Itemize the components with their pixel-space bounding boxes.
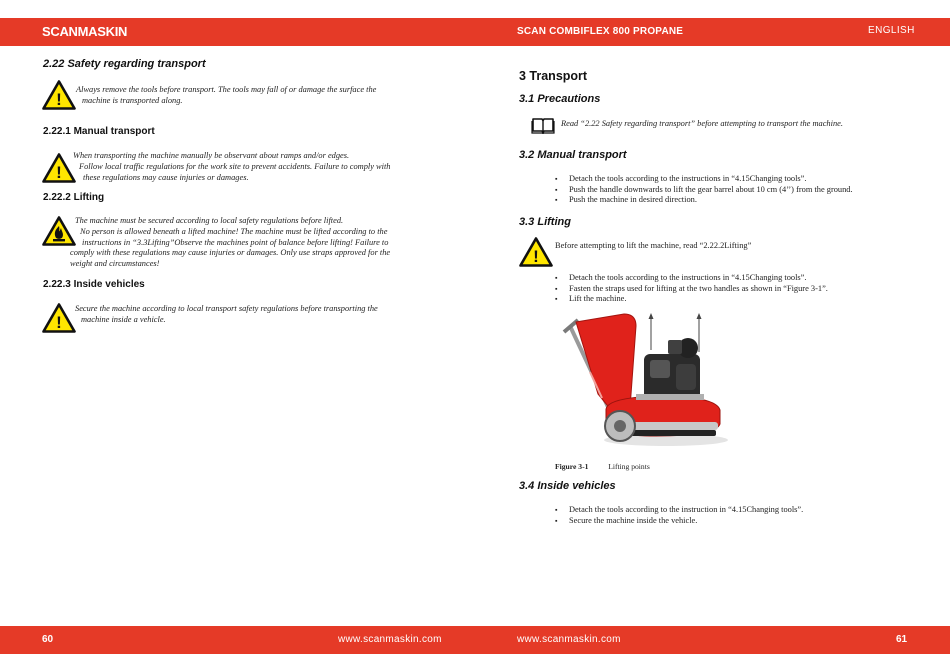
list-item: ▪ Push the machine in desired direction. bbox=[555, 195, 853, 206]
manual-transport-list bbox=[555, 174, 853, 206]
list-item: ▪ Detach the tools according to the instructions in “4.15Changing tools”. bbox=[555, 174, 853, 185]
page-number-left: 60 bbox=[42, 634, 54, 645]
section-title-2-22: 2.22 Safety regarding transport bbox=[43, 58, 206, 70]
section-title-3-2: 3.2 Manual transport bbox=[519, 149, 627, 161]
brand-logo: SCANMASKIN bbox=[42, 24, 128, 39]
figure-caption-text: Lifting points bbox=[608, 462, 650, 471]
fire-warning-triangle-icon bbox=[42, 216, 76, 246]
svg-text:!: ! bbox=[56, 163, 62, 182]
warning-triangle-icon bbox=[42, 153, 76, 183]
list-item: ▪ Detach the tools according to the instructions in “4.15Changing tools”. bbox=[555, 273, 828, 284]
section-title-3-4: 3.4 Inside vehicles bbox=[519, 480, 616, 492]
list-item: ▪ Fasten the straps used for lifting at the two handles as shown in “Figure 3-1”. bbox=[555, 284, 828, 295]
header-bar bbox=[0, 18, 950, 46]
warning-text-2-22-3: Secure the machine according to local transport safety regulations before transporting the machine inside a vehicle. bbox=[75, 304, 378, 324]
list-item: ▪ Push the handle downwards to lift the gear barrel about 10 cm (4’’) from the ground. bbox=[555, 185, 853, 196]
lifting-list bbox=[555, 273, 828, 305]
svg-text:!: ! bbox=[56, 313, 62, 332]
website-link-left[interactable]: www.scanmaskin.com bbox=[338, 634, 442, 645]
svg-text:!: ! bbox=[533, 247, 539, 266]
chapter-title: 3 Transport bbox=[519, 69, 588, 83]
warning-triangle-icon bbox=[519, 237, 553, 267]
product-title: SCAN COMBIFLEX 800 PROPANE bbox=[517, 26, 684, 37]
lifting-points-figure bbox=[556, 312, 734, 450]
section-title-2-22-2: 2.22.2 Lifting bbox=[43, 192, 105, 203]
warning-text-2-22-2: The machine must be secured according to local safety regulations before lifted. No person is allowed beneath a lifted machine! The machine must be lifted according to the instructions in “3.3Lifting”Observe the machines point of balance before lifting! Failure to comply with these regulations may cause injuries or damages. Only use straps approved for the weight and circumstances! bbox=[70, 216, 391, 269]
section-title-3-3: 3.3 Lifting bbox=[519, 216, 571, 228]
warning-text-2-22: Always remove the tools before transport. The tools may fall of or damage the surface the machine is transported along. bbox=[76, 85, 377, 105]
section-title-2-22-1: 2.22.1 Manual transport bbox=[43, 126, 155, 137]
svg-text:!: ! bbox=[56, 90, 62, 109]
lifting-intro: Before attempting to lift the machine, read “2.22.2Lifting” bbox=[555, 241, 752, 250]
book-icon bbox=[531, 117, 555, 134]
figure-caption bbox=[555, 462, 650, 471]
website-link-right[interactable]: www.scanmaskin.com bbox=[517, 634, 621, 645]
section-title-2-22-3: 2.22.3 Inside vehicles bbox=[43, 279, 145, 290]
precautions-note: Read “2.22 Safety regarding transport” before attempting to transport the machine. bbox=[561, 119, 843, 128]
warning-triangle-icon bbox=[42, 303, 76, 333]
figure-label: Figure 3-1 bbox=[555, 462, 589, 471]
footer-bar bbox=[0, 626, 950, 654]
list-item: ▪ Secure the machine inside the vehicle. bbox=[555, 516, 803, 527]
list-item: ▪ Lift the machine. bbox=[555, 294, 828, 305]
language-label: ENGLISH bbox=[868, 25, 915, 36]
page-number-right: 61 bbox=[896, 634, 908, 645]
inside-vehicles-list bbox=[555, 505, 803, 526]
list-item: ▪ Detach the tools according to the instruction in “4.15Changing tools”. bbox=[555, 505, 803, 516]
section-title-3-1: 3.1 Precautions bbox=[519, 93, 601, 105]
warning-text-2-22-1: When transporting the machine manually be observant about ramps and/or edges. Follow local traffic regulations for the work site to prevent accidents. Failure to comply with these regulations may cause injuries or damages. bbox=[73, 151, 391, 182]
warning-triangle-icon bbox=[42, 80, 76, 110]
